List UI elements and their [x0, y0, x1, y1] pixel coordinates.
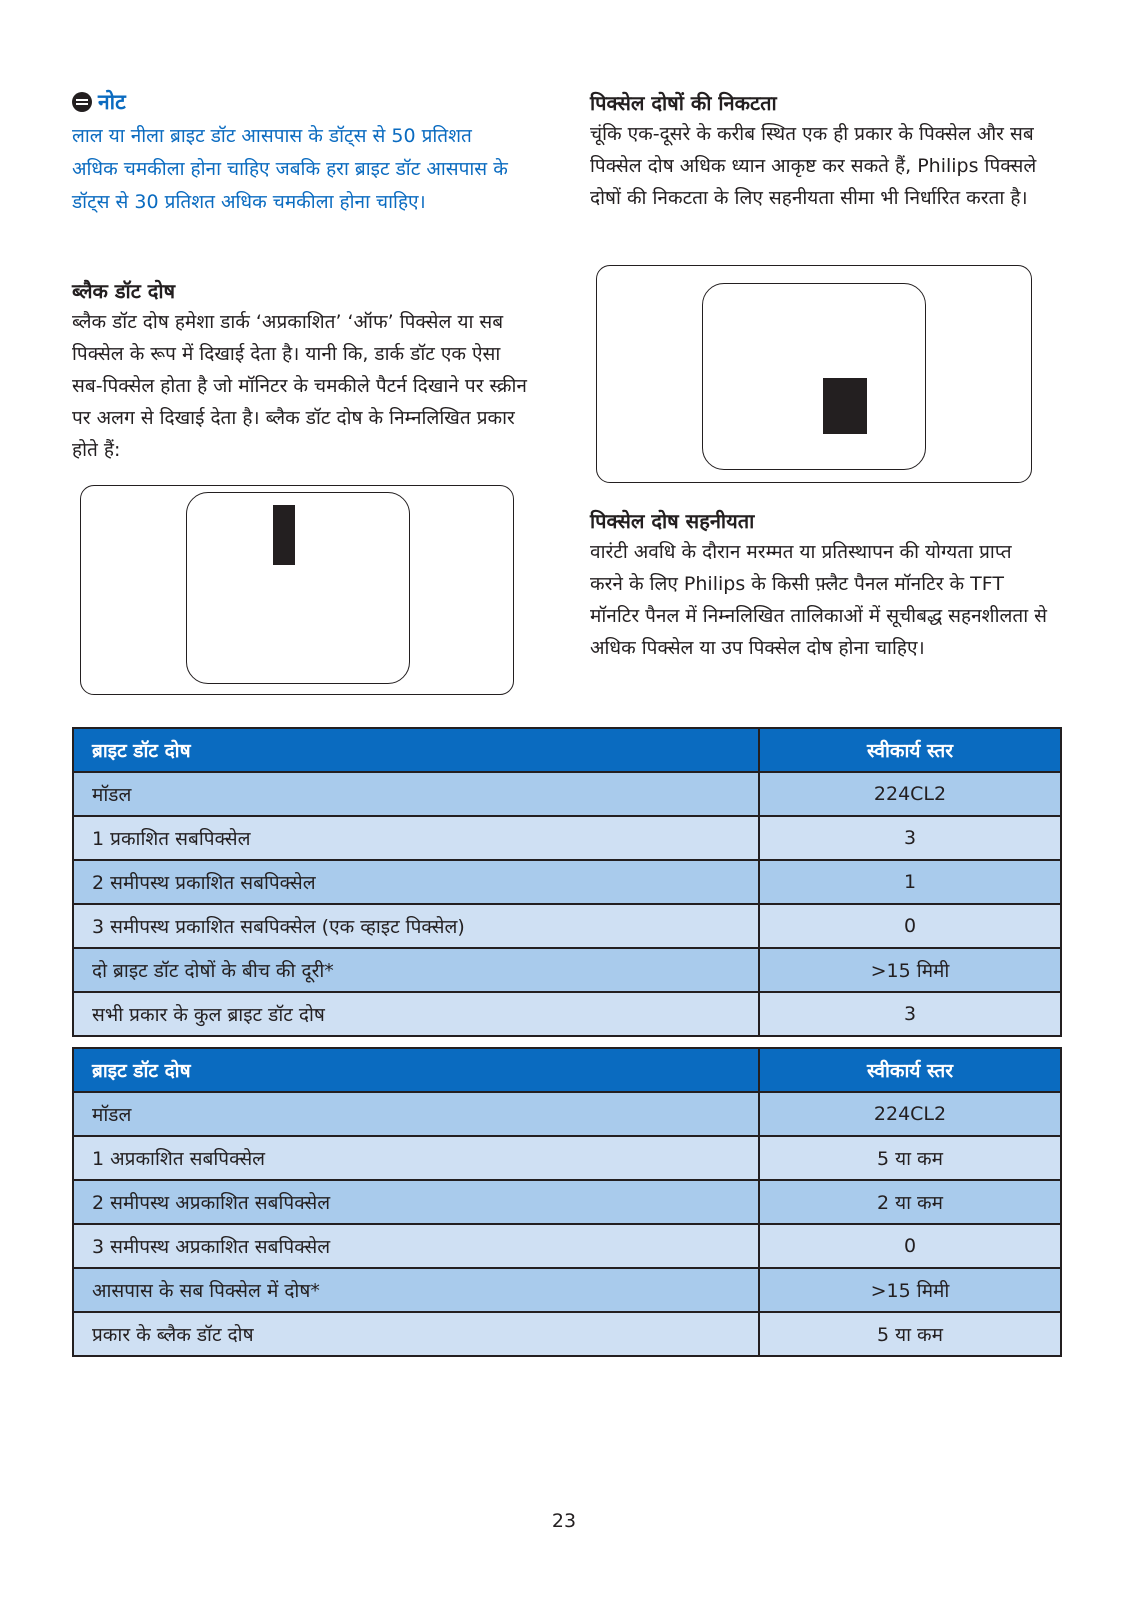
table-cell: 0 — [759, 1224, 1061, 1268]
black-dot-table — [72, 1047, 1062, 1357]
note-title — [72, 88, 522, 116]
bright-dot-table — [72, 727, 1062, 1037]
note-text: लाल या नीला ब्राइट डॉट आसपास के डॉट्स से 50 प्रतिशत अधिक चमकीला होना चाहिए जबकि हरा ब्राइट डॉट आसपास के डॉट्स से 30 प्रतिशत अधिक चमकीला होना चाहिए। — [72, 125, 508, 213]
table-row — [73, 904, 1061, 948]
table-cell: 3 समीपस्थ प्रकाशित सबपिक्सेल (एक व्हाइट पिक्सेल) — [73, 904, 759, 948]
proximity-figure — [596, 265, 1032, 483]
table-row — [73, 1268, 1061, 1312]
table-cell: आसपास के सब पिक्सेल में दोष* — [73, 1268, 759, 1312]
table-cell: 1 प्रकाशित सबपिक्सेल — [73, 816, 759, 860]
table-row — [73, 1136, 1061, 1180]
table-row — [73, 948, 1061, 992]
tolerance-text: वारंटी अवधि के दौरान मरम्मत या प्रतिस्थापन की योग्यता प्राप्त करने के लिए Philips के किसी फ़्लैट पैनल मॉनटिर के TFT मॉनटिर पैनल में निम्नलिखित तालिकाओं में सूचीबद्ध सहनशीलता से अधिक पिक्सेल या उप पिक्सेल दोष होना चाहिए। — [590, 541, 1048, 659]
table-cell: 224CL2 — [759, 1092, 1061, 1136]
black-dot-heading: ब्लैक डॉट दोष — [72, 279, 176, 303]
tolerance-heading: पिक्सेल दोष सहनीयता — [590, 509, 755, 533]
table-row — [73, 1224, 1061, 1268]
table-cell: 3 समीपस्थ अप्रकाशित सबपिक्सेल — [73, 1224, 759, 1268]
table-cell: 2 समीपस्थ प्रकाशित सबपिक्सेल — [73, 860, 759, 904]
page-number: 23 — [551, 1510, 577, 1532]
tolerance-section — [590, 506, 1050, 664]
table-cell: मॉडल — [73, 1092, 759, 1136]
table-cell: 1 — [759, 860, 1061, 904]
proximity-heading: पिक्सेल दोषों की निकटता — [590, 91, 777, 115]
table-row — [73, 772, 1061, 816]
table-header-cell: स्वीकार्य स्तर — [759, 728, 1061, 772]
black-dot-text: ब्लैक डॉट दोष हमेशा डार्क ‘अप्रकाशित’ ‘ऑफ’ पिक्सेल या सब पिक्सेल के रूप में दिखाई देता है। यानी कि, डार्क डॉट एक ऐसा सब-पिक्सेल होता है जो मॉनिटर के चमकीले पैटर्न दिखाने पर स्क्रीन पर अलग से दिखाई देता है। ब्लैक डॉट दोष के निम्नलिखित प्रकार होते हैं: — [72, 311, 527, 461]
table-cell: 5 या कम — [759, 1136, 1061, 1180]
black-dot-section — [72, 276, 532, 466]
table-cell: 2 या कम — [759, 1180, 1061, 1224]
monitor-screen-illustration-2 — [702, 283, 926, 470]
table-cell: सभी प्रकार के कुल ब्राइट डॉट दोष — [73, 992, 759, 1036]
adjacent-black-dots — [823, 378, 867, 434]
table-cell: 224CL2 — [759, 772, 1061, 816]
note-icon — [72, 92, 92, 112]
table-cell: 5 या कम — [759, 1312, 1061, 1356]
table-row — [73, 816, 1061, 860]
proximity-section — [590, 88, 1040, 214]
table-header-cell: ब्राइट डॉट दोष — [73, 728, 759, 772]
table-cell: 0 — [759, 904, 1061, 948]
table-row — [73, 1312, 1061, 1356]
table-header-cell: ब्राइट डॉट दोष — [73, 1048, 759, 1092]
table-cell: प्रकार के ब्लैक डॉट दोष — [73, 1312, 759, 1356]
table-row — [73, 860, 1061, 904]
note-block — [72, 88, 522, 219]
table-cell: >15 मिमी — [759, 948, 1061, 992]
black-dot-figure — [80, 485, 514, 695]
table-header-row — [73, 728, 1061, 772]
proximity-text: चूंकि एक-दूसरे के करीब स्थित एक ही प्रकार के पिक्सेल और सब पिक्सेल दोष अधिक ध्यान आकृष्ट कर सकते हैं, Philips पिक्सले दोषों की निकटता के लिए सहनीयता सीमा भी निर्धारित करता है। — [590, 123, 1037, 209]
table-cell: दो ब्राइट डॉट दोषों के बीच की दूरी* — [73, 948, 759, 992]
table-cell: 1 अप्रकाशित सबपिक्सेल — [73, 1136, 759, 1180]
table-row — [73, 1180, 1061, 1224]
monitor-screen-illustration — [186, 492, 410, 684]
table-cell: >15 मिमी — [759, 1268, 1061, 1312]
note-title-text: नोट — [98, 90, 126, 114]
table-header-row — [73, 1048, 1061, 1092]
table-cell: मॉडल — [73, 772, 759, 816]
table-cell: 3 — [759, 992, 1061, 1036]
table-header-cell: स्वीकार्य स्तर — [759, 1048, 1061, 1092]
table-cell: 2 समीपस्थ अप्रकाशित सबपिक्सेल — [73, 1180, 759, 1224]
table-cell: 3 — [759, 816, 1061, 860]
black-subpixel-dot — [273, 505, 295, 565]
table-row — [73, 992, 1061, 1036]
table-row — [73, 1092, 1061, 1136]
